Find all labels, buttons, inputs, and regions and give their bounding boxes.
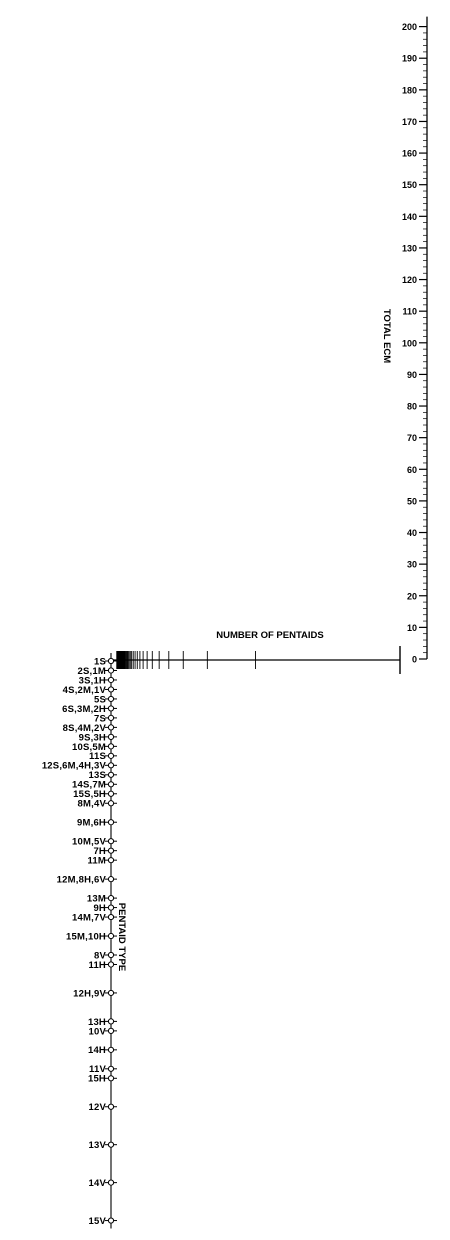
pentaid-type-marker <box>108 801 113 806</box>
pentaid-type-marker <box>108 1104 113 1109</box>
pentaid-type-marker <box>108 687 113 692</box>
pentaid-type-label: 6S,3M,2H <box>62 703 106 715</box>
total-ecm-axis <box>402 17 427 665</box>
number-of-pentaids-axis-title: NUMBER OF PENTAIDS <box>216 630 324 641</box>
total-ecm-tick-label: 40 <box>406 528 417 539</box>
pentaid-type-label: 9H <box>93 902 106 914</box>
pentaid-type-label: 13S <box>88 770 106 782</box>
pentaid-type-label: 14S,7M <box>72 779 106 791</box>
pentaid-type-label: 13M <box>86 893 106 905</box>
pentaid-type-label: 10M,5V <box>72 836 106 848</box>
total-ecm-tick-label: 130 <box>401 243 417 254</box>
pentaid-type-label: 8V <box>93 950 106 962</box>
total-ecm-axis-title: TOTAL ECM <box>381 308 392 364</box>
pentaid-type-marker <box>108 858 113 863</box>
pentaid-type-marker <box>108 744 113 749</box>
total-ecm-tick-label: 170 <box>401 116 417 127</box>
total-ecm-tick-label: 60 <box>406 464 417 475</box>
pentaid-type-label: 4S,2M,1V <box>62 684 106 696</box>
pentaid-type-label: 13V <box>88 1140 106 1152</box>
pentaid-type-axis-title: PENTAID TYPE <box>116 902 127 972</box>
pentaid-type-marker <box>108 734 113 739</box>
pentaid-type-label: 9S,3H <box>78 732 106 744</box>
pentaid-type-label: 9M,6H <box>77 817 106 829</box>
pentaid-type-label: 11S <box>89 751 106 763</box>
pentaid-type-marker <box>108 1218 113 1223</box>
pentaid-type-marker <box>108 753 113 758</box>
total-ecm-tick-label: 90 <box>406 369 417 380</box>
pentaid-type-axis <box>42 653 117 1229</box>
pentaid-type-marker <box>108 877 113 882</box>
total-ecm-tick-label: 110 <box>402 306 417 317</box>
total-ecm-tick-label: 150 <box>401 180 417 191</box>
pentaid-type-label: 10S,5M <box>72 741 106 753</box>
pentaid-type-label: 12H,9V <box>73 988 106 1000</box>
total-ecm-tick-label: 160 <box>401 148 417 159</box>
pentaid-type-marker <box>108 905 113 910</box>
pentaid-type-marker <box>108 848 113 853</box>
pentaid-type-label: 11H <box>88 959 106 971</box>
pentaid-type-marker <box>108 933 113 938</box>
pentaid-type-label: 2S,1M <box>77 665 106 677</box>
total-ecm-tick-label: 50 <box>406 496 417 507</box>
total-ecm-tick-label: 190 <box>401 53 417 64</box>
pentaid-type-marker <box>108 791 113 796</box>
pentaid-type-marker <box>108 990 113 995</box>
pentaid-type-label: 14M,7V <box>72 912 106 924</box>
pentaid-type-marker <box>108 839 113 844</box>
pentaid-type-label: 11M <box>87 855 106 867</box>
pentaid-type-marker <box>108 677 113 682</box>
pentaid-type-marker <box>108 952 113 957</box>
pentaid-type-marker <box>108 782 113 787</box>
total-ecm-tick-label: 200 <box>401 22 417 33</box>
pentaid-type-marker <box>108 715 113 720</box>
pentaid-type-label: 7H <box>93 846 106 858</box>
pentaid-type-label: 8S,4M,2V <box>62 722 106 734</box>
pentaid-type-label: 12S,6M,4H,3V <box>41 760 106 772</box>
pentaid-type-label: 1S <box>93 656 106 668</box>
total-ecm-tick-label: 0 <box>411 654 417 665</box>
pentaid-type-label: 8M,4V <box>77 798 106 810</box>
pentaid-type-label: 12V <box>88 1102 106 1114</box>
pentaid-type-label: 12M,8H,6V <box>56 874 106 886</box>
total-ecm-tick-label: 180 <box>401 85 417 96</box>
total-ecm-tick-label: 20 <box>406 591 417 602</box>
total-ecm-tick-label: 70 <box>406 433 417 444</box>
total-ecm-tick-label: 100 <box>401 338 417 349</box>
total-ecm-tick-label: 120 <box>401 275 417 286</box>
pentaid-type-label: 7S <box>93 713 106 725</box>
total-ecm-tick-label: 140 <box>401 211 417 222</box>
pentaid-type-marker <box>108 772 113 777</box>
number-of-pentaids-axis <box>111 646 400 674</box>
pentaid-type-label: 14V <box>88 1178 106 1190</box>
pentaid-type-label: 13H <box>87 1016 106 1028</box>
axis-titles <box>116 309 392 971</box>
pentaid-type-label: 11V <box>89 1064 106 1076</box>
pentaid-type-marker <box>108 1047 113 1052</box>
total-ecm-tick-label: 10 <box>406 622 417 633</box>
pentaid-type-label: 15H <box>87 1073 106 1085</box>
pentaid-type-label: 3S,1H <box>78 675 106 687</box>
pentaid-type-marker <box>108 1028 113 1033</box>
pentaid-type-marker <box>108 763 113 768</box>
pentaid-type-marker <box>108 1076 113 1081</box>
pentaid-type-marker <box>108 1066 113 1071</box>
pentaid-type-marker <box>108 914 113 919</box>
pentaid-type-marker <box>108 962 113 967</box>
pentaid-type-marker <box>108 696 113 701</box>
pentaid-type-marker <box>108 1019 113 1024</box>
pentaid-type-label: 15M,10H <box>66 931 106 943</box>
pentaid-type-marker <box>108 706 113 711</box>
pentaid-type-marker <box>108 658 113 663</box>
pentaid-type-label: 10V <box>88 1026 106 1038</box>
pentaid-type-marker <box>108 820 113 825</box>
pentaid-type-marker <box>108 896 113 901</box>
pentaid-type-marker <box>108 1142 113 1147</box>
pentaid-type-label: 14H <box>87 1045 106 1057</box>
pentaid-type-marker <box>108 1180 113 1185</box>
pentaid-type-label: 15V <box>88 1215 106 1227</box>
pentaid-type-label: 15S,5H <box>73 789 106 801</box>
pentaid-type-marker <box>108 725 113 730</box>
pentaid-type-marker <box>108 668 113 673</box>
total-ecm-tick-label: 80 <box>406 401 417 412</box>
total-ecm-tick-label: 30 <box>406 559 417 570</box>
pentaid-type-label: 5S <box>93 694 106 706</box>
